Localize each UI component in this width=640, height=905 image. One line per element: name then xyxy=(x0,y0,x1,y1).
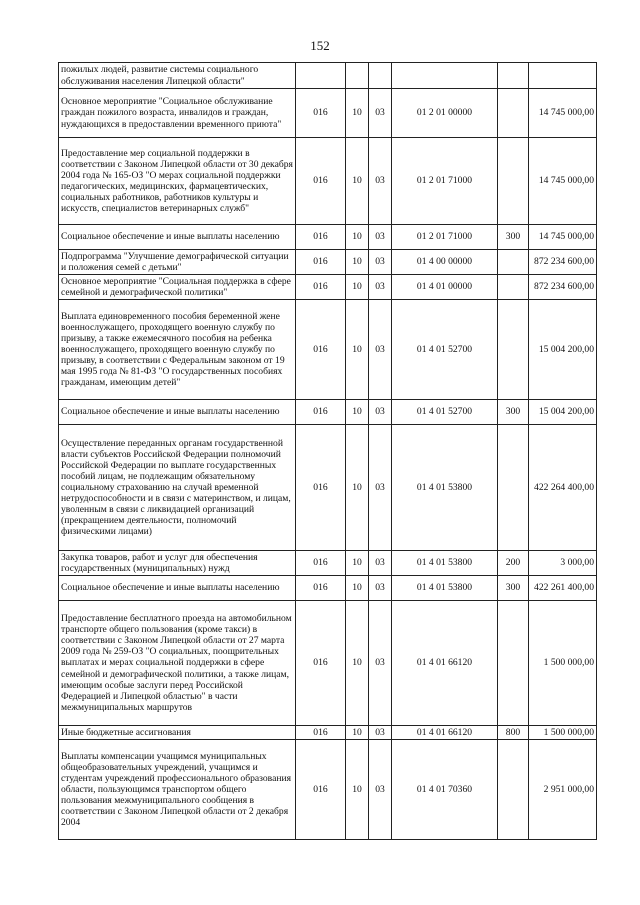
expense-type-code xyxy=(498,300,529,400)
row-description: Социальное обеспечение и иные выплаты населению xyxy=(59,400,296,425)
ministry-code: 016 xyxy=(296,225,346,250)
subsection-code xyxy=(369,63,392,89)
expense-type-code xyxy=(498,250,529,275)
row-description: Основное мероприятие "Социальное обслуживание граждан пожилого возраста, инвалидов и граждан, нуждающихся в предоставлении временного приюта" xyxy=(59,89,296,138)
ministry-code: 016 xyxy=(296,250,346,275)
expense-type-code xyxy=(498,601,529,726)
amount: 1 500 000,00 xyxy=(529,726,597,740)
expense-type-code: 300 xyxy=(498,576,529,601)
section-code: 10 xyxy=(346,225,369,250)
ministry-code: 016 xyxy=(296,740,346,840)
program-code: 01 2 01 00000 xyxy=(392,89,498,138)
program-code: 01 4 00 00000 xyxy=(392,250,498,275)
row-description: Предоставление мер социальной поддержки в соответствии с Законом Липецкой области от 30 декабря 2004 года № 165-ОЗ "О мерах социальной поддержки педагогических, медицинских, фармацевтических, социальных работников, работников культуры и искусств, специалистов ветеринарных служб" xyxy=(59,138,296,225)
table-row xyxy=(59,250,597,275)
program-code xyxy=(392,63,498,89)
table-row xyxy=(59,601,597,726)
expense-type-code xyxy=(498,275,529,300)
subsection-code: 03 xyxy=(369,551,392,576)
ministry-code: 016 xyxy=(296,400,346,425)
section-code: 10 xyxy=(346,740,369,840)
budget-table xyxy=(58,62,597,840)
subsection-code: 03 xyxy=(369,400,392,425)
row-description: Выплаты компенсации учащимся муниципальных общеобразовательных учреждений, учащимся и студентам учреждений профессионального образования области, пользующимся транспортом общего пользования межмуниципального сообщения в соответствии с Законом Липецкой области от 2 декабря 2004 xyxy=(59,740,296,840)
row-description: Предоставление бесплатного проезда на автомобильном транспорте общего пользования (кроме такси) в соответствии с Законом Липецкой области от 27 марта 2009 года № 259-ОЗ "О социальных, поощрительных выплатах и мерах социальной поддержки в сфере семейной и демографической политики, а также лицам, имеющим особые заслуги перед Российской Федерацией и Липецкой областью" в части межмуниципальных маршрутов xyxy=(59,601,296,726)
table-row xyxy=(59,576,597,601)
expense-type-code xyxy=(498,138,529,225)
amount: 15 004 200,00 xyxy=(529,300,597,400)
table-row xyxy=(59,551,597,576)
page-number: 152 xyxy=(310,38,330,53)
expense-type-code: 300 xyxy=(498,400,529,425)
program-code: 01 4 01 53800 xyxy=(392,551,498,576)
section-code: 10 xyxy=(346,400,369,425)
row-description: Иные бюджетные ассигнования xyxy=(59,726,296,740)
table-row xyxy=(59,63,597,89)
subsection-code: 03 xyxy=(369,250,392,275)
section-code: 10 xyxy=(346,425,369,551)
subsection-code: 03 xyxy=(369,138,392,225)
amount: 872 234 600,00 xyxy=(529,250,597,275)
program-code: 01 4 01 66120 xyxy=(392,726,498,740)
ministry-code: 016 xyxy=(296,551,346,576)
expense-type-code xyxy=(498,425,529,551)
amount: 3 000,00 xyxy=(529,551,597,576)
subsection-code: 03 xyxy=(369,89,392,138)
program-code: 01 4 01 53800 xyxy=(392,576,498,601)
table-row xyxy=(59,225,597,250)
program-code: 01 4 01 70360 xyxy=(392,740,498,840)
row-description: Закупка товаров, работ и услуг для обеспечения государственных (муниципальных) нужд xyxy=(59,551,296,576)
section-code: 10 xyxy=(346,89,369,138)
table-row xyxy=(59,425,597,551)
amount: 15 004 200,00 xyxy=(529,400,597,425)
amount: 14 745 000,00 xyxy=(529,138,597,225)
amount: 1 500 000,00 xyxy=(529,601,597,726)
expense-type-code xyxy=(498,63,529,89)
ministry-code: 016 xyxy=(296,726,346,740)
program-code: 01 2 01 71000 xyxy=(392,138,498,225)
expense-type-code xyxy=(498,740,529,840)
row-description: Социальное обеспечение и иные выплаты населению xyxy=(59,225,296,250)
section-code: 10 xyxy=(346,138,369,225)
subsection-code: 03 xyxy=(369,601,392,726)
table-row xyxy=(59,400,597,425)
ministry-code: 016 xyxy=(296,300,346,400)
amount: 14 745 000,00 xyxy=(529,89,597,138)
table-row xyxy=(59,740,597,840)
table-row xyxy=(59,726,597,740)
table-row xyxy=(59,138,597,225)
subsection-code: 03 xyxy=(369,275,392,300)
subsection-code: 03 xyxy=(369,740,392,840)
program-code: 01 4 01 66120 xyxy=(392,601,498,726)
table-row xyxy=(59,89,597,138)
ministry-code: 016 xyxy=(296,425,346,551)
program-code: 01 4 01 00000 xyxy=(392,275,498,300)
program-code: 01 4 01 52700 xyxy=(392,300,498,400)
ministry-code: 016 xyxy=(296,138,346,225)
expense-type-code: 200 xyxy=(498,551,529,576)
subsection-code: 03 xyxy=(369,726,392,740)
program-code: 01 4 01 53800 xyxy=(392,425,498,551)
amount xyxy=(529,63,597,89)
row-description: Осуществление переданных органам государственной власти субъектов Российской Федерации полномочий Российской Федерации по выплате государственных пособий лицам, не подлежащим обязательному социальному страхованию на случай временной нетрудоспособности и в связи с материнством, и лицам, уволенным в связи с ликвидацией организаций (прекращением деятельности, полномочий физическими лицами) xyxy=(59,425,296,551)
row-description: Основное мероприятие "Социальная поддержка в сфере семейной и демографической политики" xyxy=(59,275,296,300)
section-code: 10 xyxy=(346,551,369,576)
table-row xyxy=(59,275,597,300)
amount: 872 234 600,00 xyxy=(529,275,597,300)
amount: 422 264 400,00 xyxy=(529,425,597,551)
subsection-code: 03 xyxy=(369,225,392,250)
program-code: 01 4 01 52700 xyxy=(392,400,498,425)
section-code: 10 xyxy=(346,275,369,300)
section-code: 10 xyxy=(346,250,369,275)
section-code: 10 xyxy=(346,300,369,400)
section-code: 10 xyxy=(346,726,369,740)
section-code: 10 xyxy=(346,576,369,601)
ministry-code: 016 xyxy=(296,601,346,726)
expense-type-code: 300 xyxy=(498,225,529,250)
ministry-code: 016 xyxy=(296,275,346,300)
ministry-code: 016 xyxy=(296,89,346,138)
amount: 2 951 000,00 xyxy=(529,740,597,840)
program-code: 01 2 01 71000 xyxy=(392,225,498,250)
table-row xyxy=(59,300,597,400)
row-description: пожилых людей, развитие системы социального обслуживания населения Липецкой области" xyxy=(59,63,296,89)
row-description: Подпрограмма "Улучшение демографической ситуации и положения семей с детьми" xyxy=(59,250,296,275)
subsection-code: 03 xyxy=(369,300,392,400)
amount: 422 261 400,00 xyxy=(529,576,597,601)
subsection-code: 03 xyxy=(369,425,392,551)
section-code: 10 xyxy=(346,601,369,726)
ministry-code: 016 xyxy=(296,576,346,601)
ministry-code xyxy=(296,63,346,89)
section-code xyxy=(346,63,369,89)
expense-type-code: 800 xyxy=(498,726,529,740)
amount: 14 745 000,00 xyxy=(529,225,597,250)
row-description: Социальное обеспечение и иные выплаты населению xyxy=(59,576,296,601)
row-description: Выплата единовременного пособия беременной жене военнослужащего, проходящего военную службу по призыву, а также ежемесячного пособия на ребенка военнослужащего, проходящего военную службу по призыву, в соответствии с Федеральным законом от 19 мая 1995 года № 81-ФЗ "О государственных пособиях гражданам, имеющим детей" xyxy=(59,300,296,400)
expense-type-code xyxy=(498,89,529,138)
subsection-code: 03 xyxy=(369,576,392,601)
